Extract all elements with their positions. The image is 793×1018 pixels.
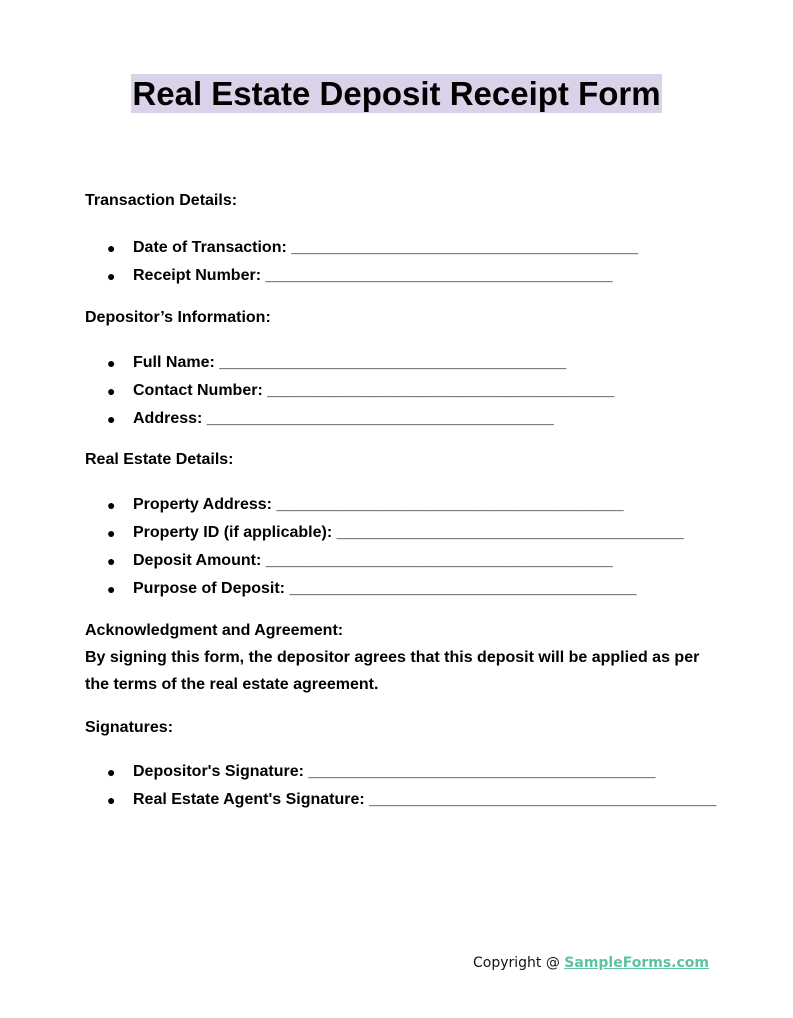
- depositor-list: [85, 349, 725, 433]
- bullet-icon: ●: [107, 240, 116, 256]
- list-item: ● Date of Transaction: _______________________________________: [85, 234, 725, 262]
- bullet-icon: ●: [107, 581, 116, 597]
- list-item: ● Depositor's Signature: _______________________________________: [85, 758, 725, 786]
- bullet-icon: ●: [107, 268, 116, 284]
- section-heading-real-estate: Real Estate Details:: [85, 451, 234, 468]
- blank-line[interactable]: _______________________________________: [265, 267, 613, 284]
- section-heading-transaction: Transaction Details:: [85, 192, 238, 209]
- transaction-list: [85, 234, 725, 290]
- bullet-icon: ●: [107, 355, 116, 371]
- list-item: ● Receipt Number: _______________________________________: [85, 262, 725, 290]
- copyright-text: Copyright @: [472, 955, 565, 971]
- blank-line[interactable]: _______________________________________: [336, 524, 684, 541]
- blank-line[interactable]: _______________________________________: [276, 496, 624, 513]
- blank-line[interactable]: _______________________________________: [267, 382, 615, 399]
- list-item: ● Contact Number: _______________________________________: [85, 377, 725, 405]
- brand-link[interactable]: SampleForms.com: [564, 955, 709, 971]
- blank-line[interactable]: _______________________________________: [265, 552, 613, 569]
- blank-line[interactable]: _______________________________________: [291, 239, 639, 256]
- blank-line[interactable]: _______________________________________: [219, 354, 567, 371]
- blank-line[interactable]: _______________________________________: [206, 410, 554, 427]
- list-item: ● Address: _______________________________________: [85, 405, 725, 433]
- bullet-icon: ●: [107, 764, 116, 780]
- acknowledgment-text: By signing this form, the depositor agrees that this deposit will be applied as per the terms of the real estate agreement.: [85, 649, 700, 693]
- section-heading-signatures: Signatures:: [85, 719, 174, 736]
- list-item: ● Property ID (if applicable): _______________________________________: [85, 519, 725, 547]
- list-item: ● Property Address: _______________________________________: [85, 491, 725, 519]
- form-content: [85, 190, 725, 814]
- signatures-list: [85, 758, 725, 814]
- bullet-icon: ●: [107, 525, 116, 541]
- footer-copyright: [473, 955, 709, 971]
- section-heading-depositor: Depositor’s Information:: [85, 309, 271, 326]
- bullet-icon: ●: [107, 497, 116, 513]
- blank-line[interactable]: _______________________________________: [308, 763, 656, 780]
- bullet-icon: ●: [107, 553, 116, 569]
- list-item: ● Deposit Amount: _______________________________________: [85, 547, 725, 575]
- list-item: ● Purpose of Deposit: _______________________________________: [85, 575, 725, 603]
- real-estate-list: [85, 491, 725, 603]
- title-wrapper: [0, 74, 793, 113]
- page-title: Real Estate Deposit Receipt Form: [132, 75, 661, 112]
- section-heading-acknowledgment: Acknowledgment and Agreement:: [85, 622, 344, 639]
- bullet-icon: ●: [107, 411, 116, 427]
- bullet-icon: ●: [107, 383, 116, 399]
- blank-line[interactable]: _______________________________________: [369, 791, 717, 808]
- blank-line[interactable]: _______________________________________: [289, 580, 637, 597]
- list-item: ● Full Name: _______________________________________: [85, 349, 725, 377]
- bullet-icon: ●: [107, 792, 116, 808]
- list-item: ● Real Estate Agent's Signature: _______________________________________: [85, 786, 725, 814]
